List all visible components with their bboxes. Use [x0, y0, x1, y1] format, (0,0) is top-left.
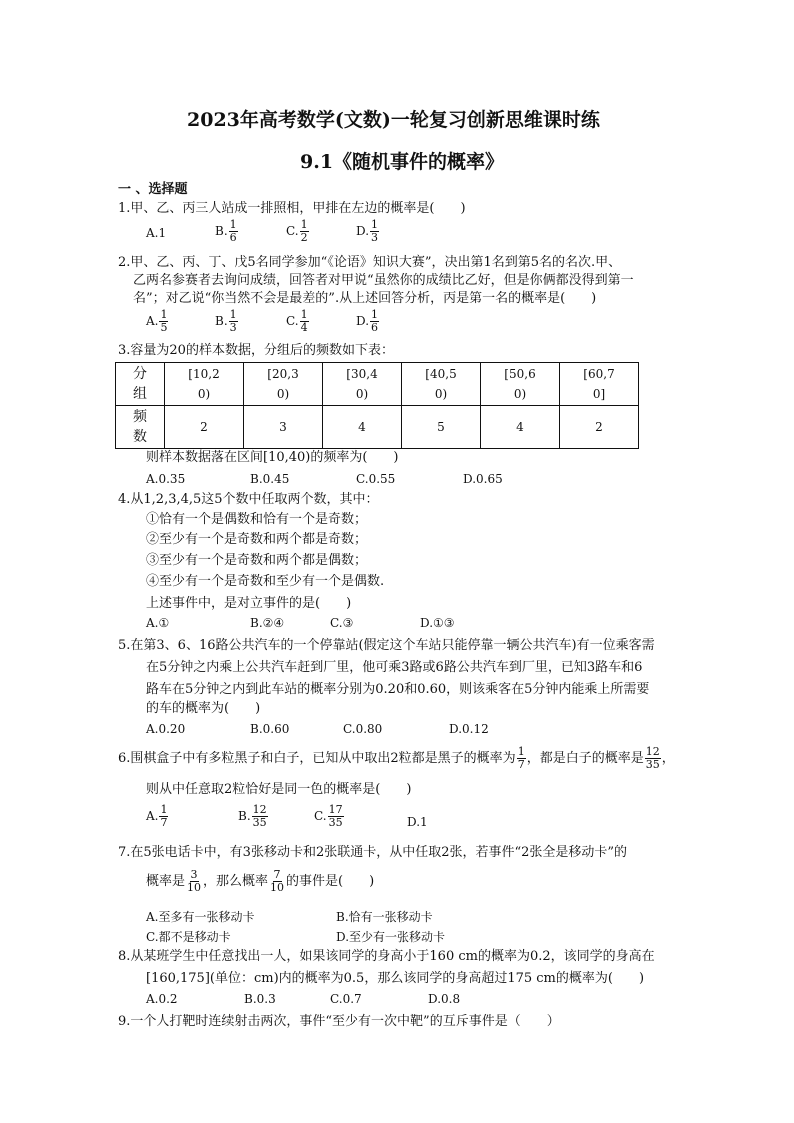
table-cell-interval: [10,2 0) [165, 363, 244, 406]
q3-option-d: D.0.65 [463, 472, 503, 486]
question-5-line-1: 5.在第3、6、16路公共汽车的一个停靠站(假定这个车站只能停靠一辆公共汽车)有一位乘客需 [118, 638, 655, 653]
q7-option-b: B.恰有一张移动卡 [336, 910, 433, 924]
table-cell-count: 4 [481, 406, 560, 449]
q4-item-4: ④至少有一个是奇数和至少有一个是偶数. [146, 574, 385, 589]
q6-option-b: B. $\frac{12}{35}$ [238, 803, 267, 829]
q4-item-1: ①恰有一个是偶数和恰有一个是奇数； [146, 512, 368, 527]
q6-option-d: D.1 [407, 815, 428, 829]
question-2-line-3: 名”；对乙说“你当然不会是最差的”.从上述回答分析，丙是第一名的概率是( ) [133, 291, 597, 306]
question-7-line-1: 7.在5张电话卡中，有3张移动卡和2张联通卡，从中任取2张，若事件“2张全是移动卡”的 [118, 845, 628, 860]
q4-option-c: C.③ [330, 616, 354, 630]
section-heading: 一 、选择题 [118, 182, 188, 197]
question-4: 4.从1,2,3,4,5这5个数中任取两个数，其中： [118, 492, 379, 507]
table-row-intervals [116, 363, 639, 406]
q5-option-c: C.0.80 [343, 722, 383, 736]
q6-option-c: C. $\frac{17}{35}$ [314, 803, 343, 829]
question-6-line-2: 则从中任意取2粒恰好是同一色的概率是( ) [146, 782, 412, 797]
row-header-counts [116, 406, 165, 449]
table-cell-count: 4 [323, 406, 402, 449]
q5-option-a: A.0.20 [146, 722, 186, 736]
q2-option-b: B. $\frac{1}{3}$ [215, 308, 237, 334]
question-3-followup: 则样本数据落在区间[10,40)的频率为( ) [146, 450, 399, 465]
q2-option-c: C. $\frac{1}{4}$ [286, 308, 308, 334]
q5-option-b: B.0.60 [250, 722, 290, 736]
q2-option-d: D. $\frac{1}{6}$ [356, 308, 379, 334]
table-cell-count: 3 [244, 406, 323, 449]
q4-item-2: ②至少有一个是奇数和两个都是奇数； [146, 532, 368, 547]
question-2-line-2: 乙两名参赛者去询问成绩，回答者对甲说“虽然你的成绩比乙好，但是你俩都没得到第一 [133, 273, 634, 288]
q8-option-a: A.0.2 [146, 992, 178, 1006]
q7-option-d: D.至少有一张移动卡 [336, 930, 446, 944]
table-cell-interval: [50,6 0) [481, 363, 560, 406]
q1-option-b: B. $\frac{1}{6}$ [215, 218, 237, 244]
q4-option-d: D.①③ [420, 616, 455, 630]
q3-option-a: A.0.35 [146, 472, 186, 486]
q8-option-b: B.0.3 [244, 992, 276, 1006]
q1-option-c: C. $\frac{1}{2}$ [286, 218, 308, 244]
q6-option-a: A. $\frac{1}{7}$ [146, 803, 168, 829]
q1-option-d: D. $\frac{1}{3}$ [356, 218, 379, 244]
table-cell-count: 2 [165, 406, 244, 449]
question-3: 3.容量为20的样本数据，分组后的频数如下表： [118, 343, 394, 358]
question-1: 1.甲、乙、丙三人站成一排照相，甲排在左边的概率是( ) [118, 201, 466, 216]
q1-option-a: A.1 [146, 226, 167, 240]
q4-option-a: A.① [146, 616, 170, 630]
q2-option-a: A. $\frac{1}{5}$ [146, 308, 168, 334]
question-6-line-1: 6.围棋盒子中有多粒黑子和白子，已知从中取出2粒都是黑子的概率为 $\frac{1}{7}$ ，都是白子的概率是 $\frac{12}{35}$ ， [118, 745, 675, 771]
q3-option-b: B.0.45 [250, 472, 290, 486]
q4-item-3: ③至少有一个是奇数和两个都是偶数； [146, 553, 368, 568]
row-header-char: 频 [133, 409, 147, 425]
table-cell-count: 2 [560, 406, 639, 449]
q4-question: 上述事件中，是对立事件的是( ) [146, 596, 352, 611]
row-header-char: 分 [133, 366, 147, 382]
row-header-char: 数 [133, 429, 147, 445]
q4-option-b: B.②④ [250, 616, 285, 630]
table-cell-interval: [20,3 0) [244, 363, 323, 406]
q7-option-a: A.至多有一张移动卡 [146, 910, 255, 924]
question-5-line-2: 在5分钟之内乘上公共汽车赶到厂里，他可乘3路或6路公共汽车到厂里，已知3路车和6 [146, 660, 643, 675]
table-row-counts [116, 406, 639, 449]
question-2-line-1: 2.甲、乙、丙、丁、戊5名同学参加“《论语》知识大赛”，决出第1名到第5名的名次.甲、 [118, 255, 622, 270]
row-header-groups [116, 363, 165, 406]
q7-option-c: C.都不是移动卡 [146, 930, 231, 944]
q8-option-d: D.0.8 [428, 992, 461, 1006]
question-8-line-1: 8.从某班学生中任意找出一人，如果该同学的身高小于160 cm的概率为0.2，该同学的身高在 [118, 949, 655, 964]
question-5-line-4: 的车的概率为( ) [146, 701, 261, 716]
table-cell-interval: [30,4 0) [323, 363, 402, 406]
q3-option-c: C.0.55 [356, 472, 396, 486]
row-header-char: 组 [133, 386, 147, 402]
question-9: 9.一个人打靶时连续射击两次，事件“至少有一次中靶”的互斥事件是（ ） [118, 1014, 560, 1029]
frequency-table [115, 362, 639, 449]
table-cell-interval: [60,7 0] [560, 363, 639, 406]
table-cell-count: 5 [402, 406, 481, 449]
page-subtitle: 9.1《随机事件的概率》 [300, 151, 505, 173]
question-8-line-2: [160,175](单位：cm)内的概率为0.5，那么该同学的身高超过175 cm的概率为( ) [146, 971, 645, 986]
page-title: 2023年高考数学(文数)一轮复习创新思维课时练 [187, 109, 600, 131]
q5-option-d: D.0.12 [449, 722, 489, 736]
q8-option-c: C.0.7 [330, 992, 362, 1006]
table-cell-interval: [40,5 0) [402, 363, 481, 406]
question-7-line-2: 概率是 $\frac{3}{10}$ ，那么概率 $\frac{7}{10}$ 的事件是( ) [146, 868, 375, 894]
question-5-line-3: 路车在5分钟之内到此车站的概率分别为0.20和0.60，则该乘客在5分钟内能乘上所需要 [146, 682, 650, 697]
